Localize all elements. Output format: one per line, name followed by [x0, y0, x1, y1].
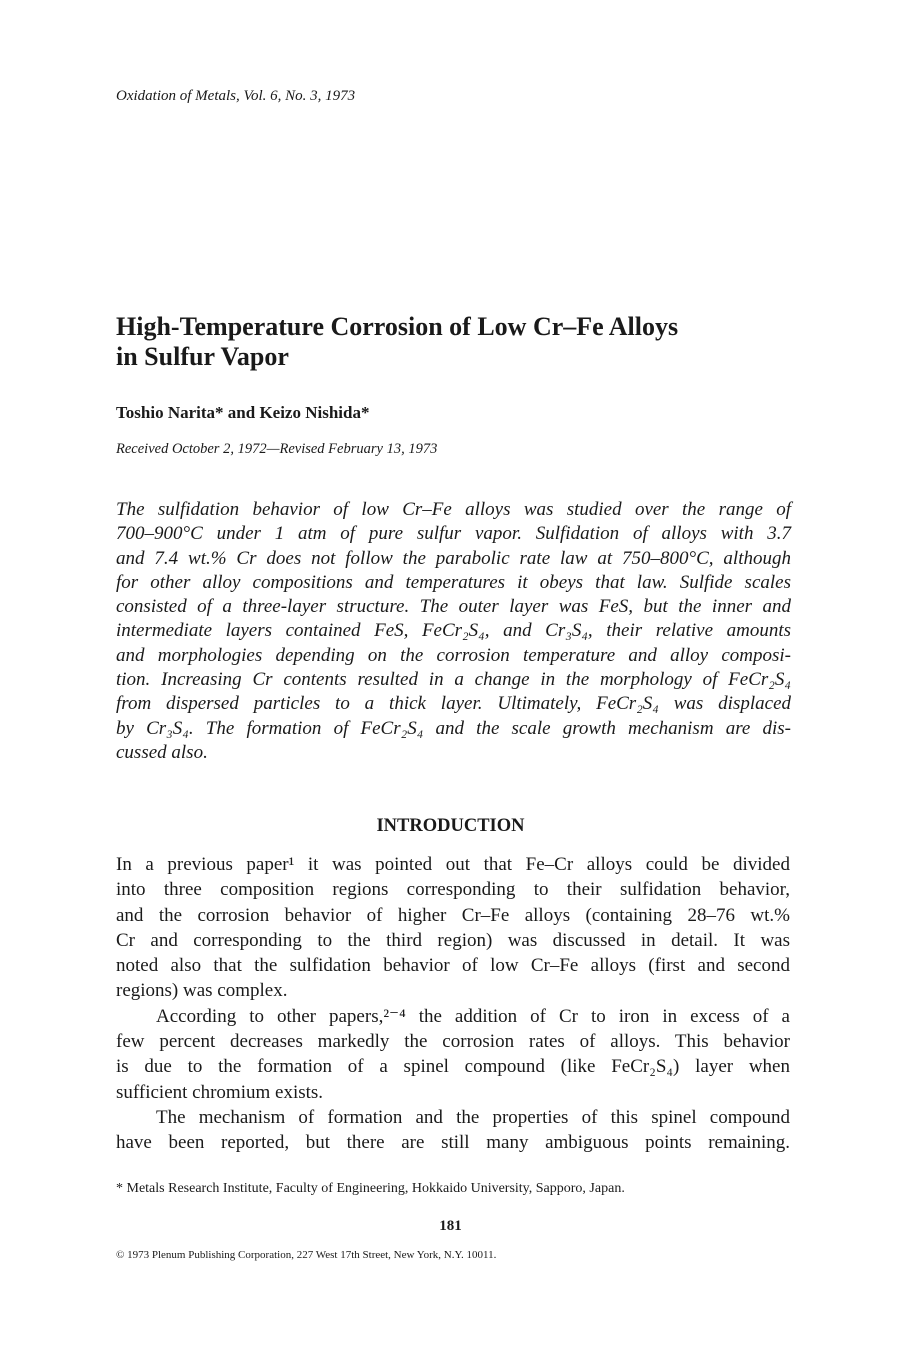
body-line: noted also that the sulfidation behavior of low Cr–Fe alloys (first and second	[116, 955, 790, 977]
abstract-line: tion. Increasing Cr contents resulted in a change in the morphology of FeCr₂S₄	[116, 669, 791, 691]
copyright-notice: © 1973 Plenum Publishing Corporation, 227 West 17th Street, New York, N.Y. 10011.	[116, 1249, 497, 1261]
abstract-line: from dispersed particles to a thick layer. Ultimately, FeCr₂S₄ was displaced	[116, 693, 791, 715]
abstract-line: The sulfidation behavior of low Cr–Fe alloys was studied over the range of	[116, 499, 791, 520]
body-line: have been reported, but there are still many ambiguous points remaining.	[116, 1132, 790, 1154]
abstract-line: by Cr₃S₄. The formation of FeCr₂S₄ and the scale growth mechanism are dis-	[116, 717, 791, 739]
authors: Toshio Narita* and Keizo Nishida*	[116, 403, 370, 422]
body-line: and the corrosion behavior of higher Cr–Fe alloys (containing 28–76 wt.%	[116, 904, 790, 926]
introduction-body	[116, 852, 790, 1156]
body-line: Cr and corresponding to the third region) was discussed in detail. It was	[116, 929, 790, 951]
page-number: 181	[439, 1218, 462, 1234]
abstract-line: consisted of a three-layer structure. The outer layer was FeS, but the inner and	[116, 596, 791, 618]
title-line: in Sulfur Vapor	[116, 342, 289, 371]
abstract-line: 700–900°C under 1 atm of pure sulfur vapor. Sulfidation of alloys with 3.7	[116, 523, 791, 545]
section-heading: INTRODUCTION	[376, 816, 525, 836]
journal-citation: Oxidation of Metals, Vol. 6, No. 3, 1973	[116, 88, 356, 104]
abstract	[116, 498, 791, 765]
body-line: regions) was complex.	[116, 980, 288, 1002]
received-dates: Received October 2, 1972—Revised February 13, 1973	[116, 441, 438, 457]
body-line: sufficient chromium exists.	[116, 1081, 324, 1103]
abstract-line: and morphologies depending on the corrosion temperature and alloy composi-	[116, 644, 791, 666]
body-line: The mechanism of formation and the properties of this spinel compound	[156, 1106, 790, 1128]
body-line: few percent decreases markedly the corrosion rates of alloys. This behavior	[116, 1031, 790, 1053]
body-line: According to other papers,²⁻⁴ the addition of Cr to iron in excess of a	[156, 1005, 790, 1027]
body-line: In a previous paper¹ it was pointed out that Fe–Cr alloys could be divided	[116, 854, 790, 875]
body-line: into three composition regions corresponding to their sulfidation behavior,	[116, 879, 790, 901]
abstract-line: intermediate layers contained FeS, FeCr₂S₄, and Cr₃S₄, their relative amounts	[116, 620, 791, 642]
abstract-line: cussed also.	[116, 741, 208, 763]
abstract-line: for other alloy compositions and temperatures it obeys that law. Sulfide scales	[116, 571, 791, 593]
body-line: is due to the formation of a spinel compound (like FeCr₂S₄) layer when	[116, 1056, 790, 1078]
title-line: High-Temperature Corrosion of Low Cr–Fe Alloys	[116, 312, 679, 341]
abstract-line: and 7.4 wt.% Cr does not follow the parabolic rate law at 750–800°C, although	[116, 547, 791, 569]
footnote: * Metals Research Institute, Faculty of Engineering, Hokkaido University, Sapporo, Japan.	[116, 1181, 625, 1196]
article-title	[116, 312, 816, 372]
